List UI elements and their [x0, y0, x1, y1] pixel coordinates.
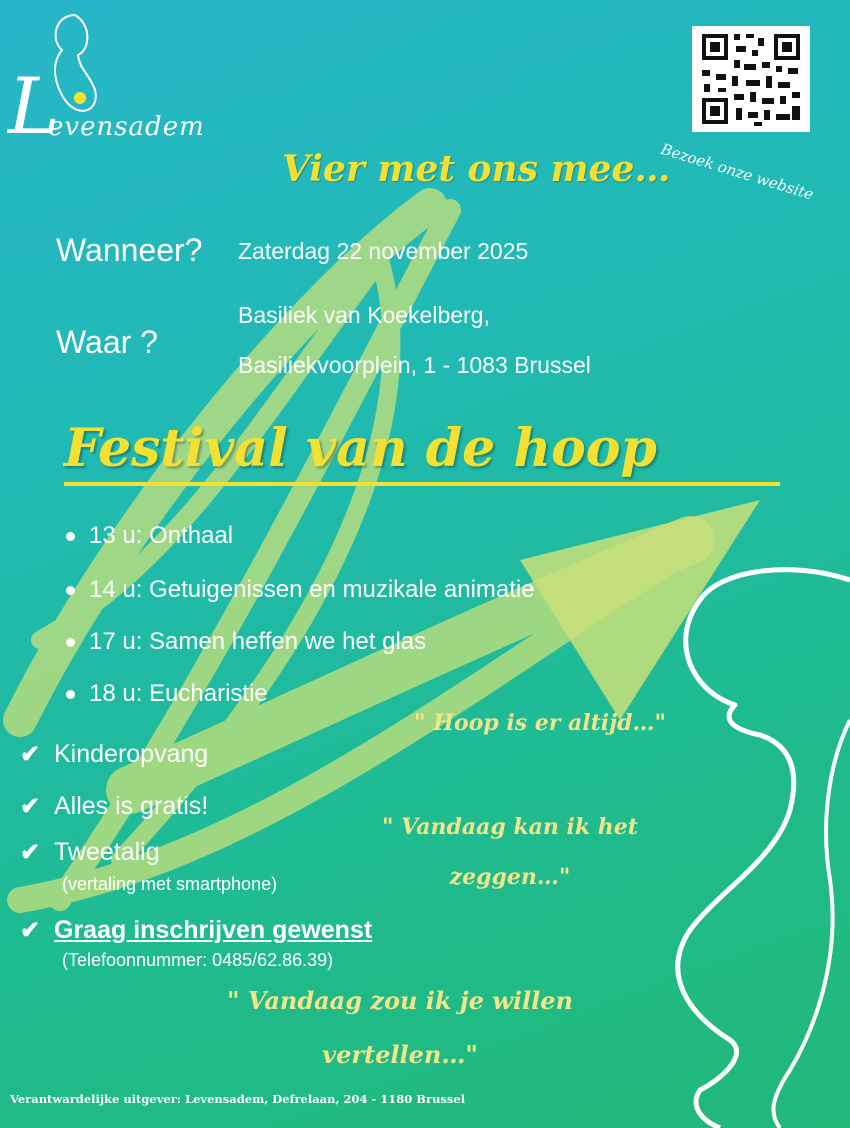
feature-childcare: ✔ Kinderopvang: [20, 740, 209, 768]
feature-bilingual: ✔ Tweetalig: [20, 838, 160, 866]
program-item: 13 u: Onthaal: [66, 522, 233, 550]
quote-today-say-line2: zeggen…": [449, 864, 571, 890]
bullet-icon: [66, 638, 75, 647]
publisher-footer: Verantwardelijke uitgever: Levensadem, Defrelaan, 204 - 1180 Brussel: [10, 1092, 466, 1106]
feature-free: ✔ Alles is gratis!: [20, 792, 209, 820]
quote-today-tell-line1: " Vandaag zou ik je willen: [227, 986, 573, 1015]
registration-phone[interactable]: (Telefoonnummer: 0485/62.86.39): [62, 950, 334, 970]
bullet-icon: [66, 586, 75, 595]
quote-hope: " Hoop is er altijd…": [414, 710, 666, 736]
logo-name: evensadem: [48, 112, 205, 142]
checkmark-icon: ✔: [20, 917, 41, 944]
checkmark-icon: ✔: [20, 793, 41, 820]
quote-today-tell-line2: vertellen…": [322, 1040, 478, 1069]
festival-title: Festival van de hoop: [64, 418, 657, 479]
checkmark-icon: ✔: [20, 741, 41, 768]
logo-initial: L: [8, 62, 60, 152]
where-line1: Basiliek van Koekelberg,: [238, 302, 490, 328]
visit-website-caption: Bezoek onze website: [658, 140, 816, 204]
bullet-icon: [66, 690, 75, 699]
feature-registration: ✔ Graag inschrijven gewenst: [20, 916, 373, 944]
quote-today-say-line1: " Vandaag kan ik het: [382, 814, 638, 840]
program-item: 17 u: Samen heffen we het glas: [66, 628, 426, 656]
feature-bilingual-note: (vertaling met smartphone): [62, 874, 278, 894]
when-label: Wanneer?: [56, 232, 203, 268]
where-line2: Basiliekvoorplein, 1 - 1083 Brussel: [238, 352, 591, 378]
program-item: 18 u: Eucharistie: [66, 680, 268, 708]
qr-code[interactable]: [692, 26, 810, 132]
festival-title-underline: [64, 482, 780, 486]
where-label: Waar ?: [56, 324, 158, 360]
tagline: Vier met ons mee…: [282, 148, 671, 190]
checkmark-icon: ✔: [20, 839, 41, 866]
bullet-icon: [66, 532, 75, 541]
when-value: Zaterdag 22 november 2025: [238, 238, 529, 264]
program-item: 14 u: Getuigenissen en muzikale animatie: [66, 576, 535, 604]
